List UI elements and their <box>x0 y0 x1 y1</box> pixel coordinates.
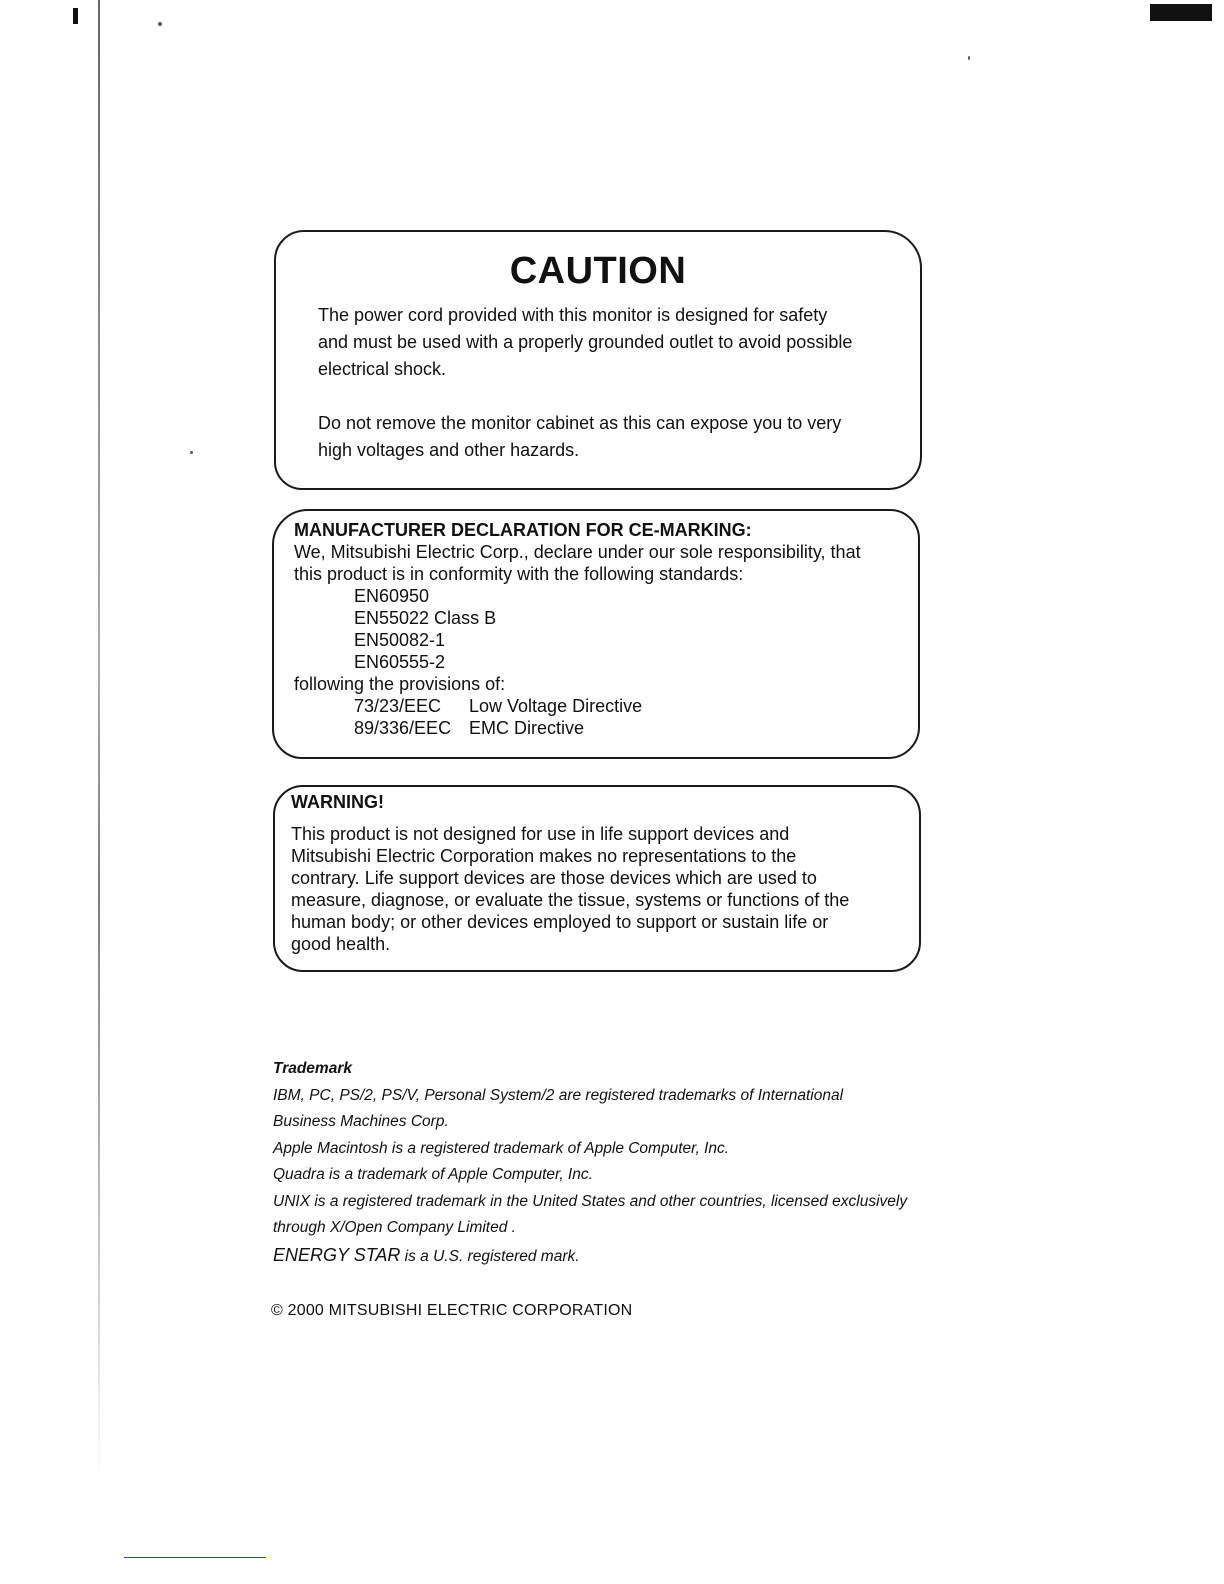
directive-row <box>294 717 904 739</box>
warning-content <box>291 791 903 955</box>
directive-code: 89/336/EEC <box>354 718 452 738</box>
ce-intro-line: We, Mitsubishi Electric Corp., declare under our sole responsibility, that <box>294 542 861 562</box>
warning-line: measure, diagnose, or evaluate the tissue, systems or functions of the <box>291 890 850 910</box>
directive-row <box>294 695 904 717</box>
caution-line: electrical shock. <box>318 359 447 379</box>
directive-name: EMC Directive <box>469 718 585 738</box>
caution-line: high voltages and other hazards. <box>318 440 580 460</box>
scan-speck <box>968 56 970 60</box>
ce-declaration-heading: MANUFACTURER DECLARATION FOR CE-MARKING: <box>294 520 752 540</box>
directive-code: 73/23/EEC <box>354 696 442 716</box>
standard-item: EN50082-1 <box>354 630 446 650</box>
standard-item: EN55022 Class B <box>354 608 497 628</box>
energy-star-text: is a U.S. registered mark. <box>400 1247 580 1265</box>
scan-artifact-bar <box>1150 4 1212 21</box>
trademark-line-energy-star <box>273 1242 973 1271</box>
trademark-line: UNIX is a registered trademark in the United States and other countries, licensed exclusively <box>273 1192 908 1210</box>
scan-artifact-mark <box>73 8 78 24</box>
caution-line: The power cord provided with this monitor is designed for safety <box>318 305 828 325</box>
ce-declaration-content <box>294 519 904 739</box>
caution-line: Do not remove the monitor cabinet as this can expose you to very <box>318 413 842 433</box>
warning-line: Mitsubishi Electric Corporation makes no representations to the <box>291 846 797 866</box>
caution-line: and must be used with a properly grounded outlet to avoid possible <box>318 332 853 352</box>
ce-intro-line: this product is in conformity with the following standards: <box>294 564 744 584</box>
warning-line: contrary. Life support devices are those devices which are used to <box>291 868 817 888</box>
trademark-line: Business Machines Corp. <box>273 1113 449 1130</box>
trademark-line: Apple Macintosh is a registered trademark of Apple Computer, Inc. <box>273 1139 730 1157</box>
trademark-line: IBM, PC, PS/2, PS/V, Personal System/2 are registered trademarks of International <box>273 1086 844 1104</box>
trademark-line: Quadra is a trademark of Apple Computer, Inc. <box>273 1166 593 1183</box>
caution-paragraph-power-cord <box>318 302 898 383</box>
scan-artifact-line <box>124 1557 266 1558</box>
copyright-notice: © 2000 MITSUBISHI ELECTRIC CORPORATION <box>271 1302 633 1319</box>
trademark-section <box>273 1056 973 1270</box>
energy-star-name: ENERGY STAR <box>273 1244 401 1265</box>
warning-line: This product is not designed for use in life support devices and <box>291 824 790 844</box>
warning-box <box>273 785 921 972</box>
ce-declaration-box <box>272 509 920 759</box>
caution-title: CAUTION <box>509 250 687 292</box>
standard-item: EN60555-2 <box>354 652 446 672</box>
scan-speck <box>190 451 193 454</box>
caution-paragraph-cabinet <box>318 410 898 464</box>
warning-line: good health. <box>291 934 391 954</box>
trademark-heading: Trademark <box>273 1060 352 1077</box>
trademark-line: through X/Open Company Limited . <box>273 1219 516 1236</box>
caution-box <box>274 230 922 490</box>
warning-line: human body; or other devices employed to support or sustain life or <box>291 912 829 932</box>
provisions-label: following the provisions of: <box>294 674 506 694</box>
scan-artifact-edge <box>98 0 100 1480</box>
directive-name: Low Voltage Directive <box>469 696 643 716</box>
warning-heading: WARNING! <box>291 792 384 812</box>
scan-speck <box>158 22 162 26</box>
standard-item: EN60950 <box>354 586 430 606</box>
